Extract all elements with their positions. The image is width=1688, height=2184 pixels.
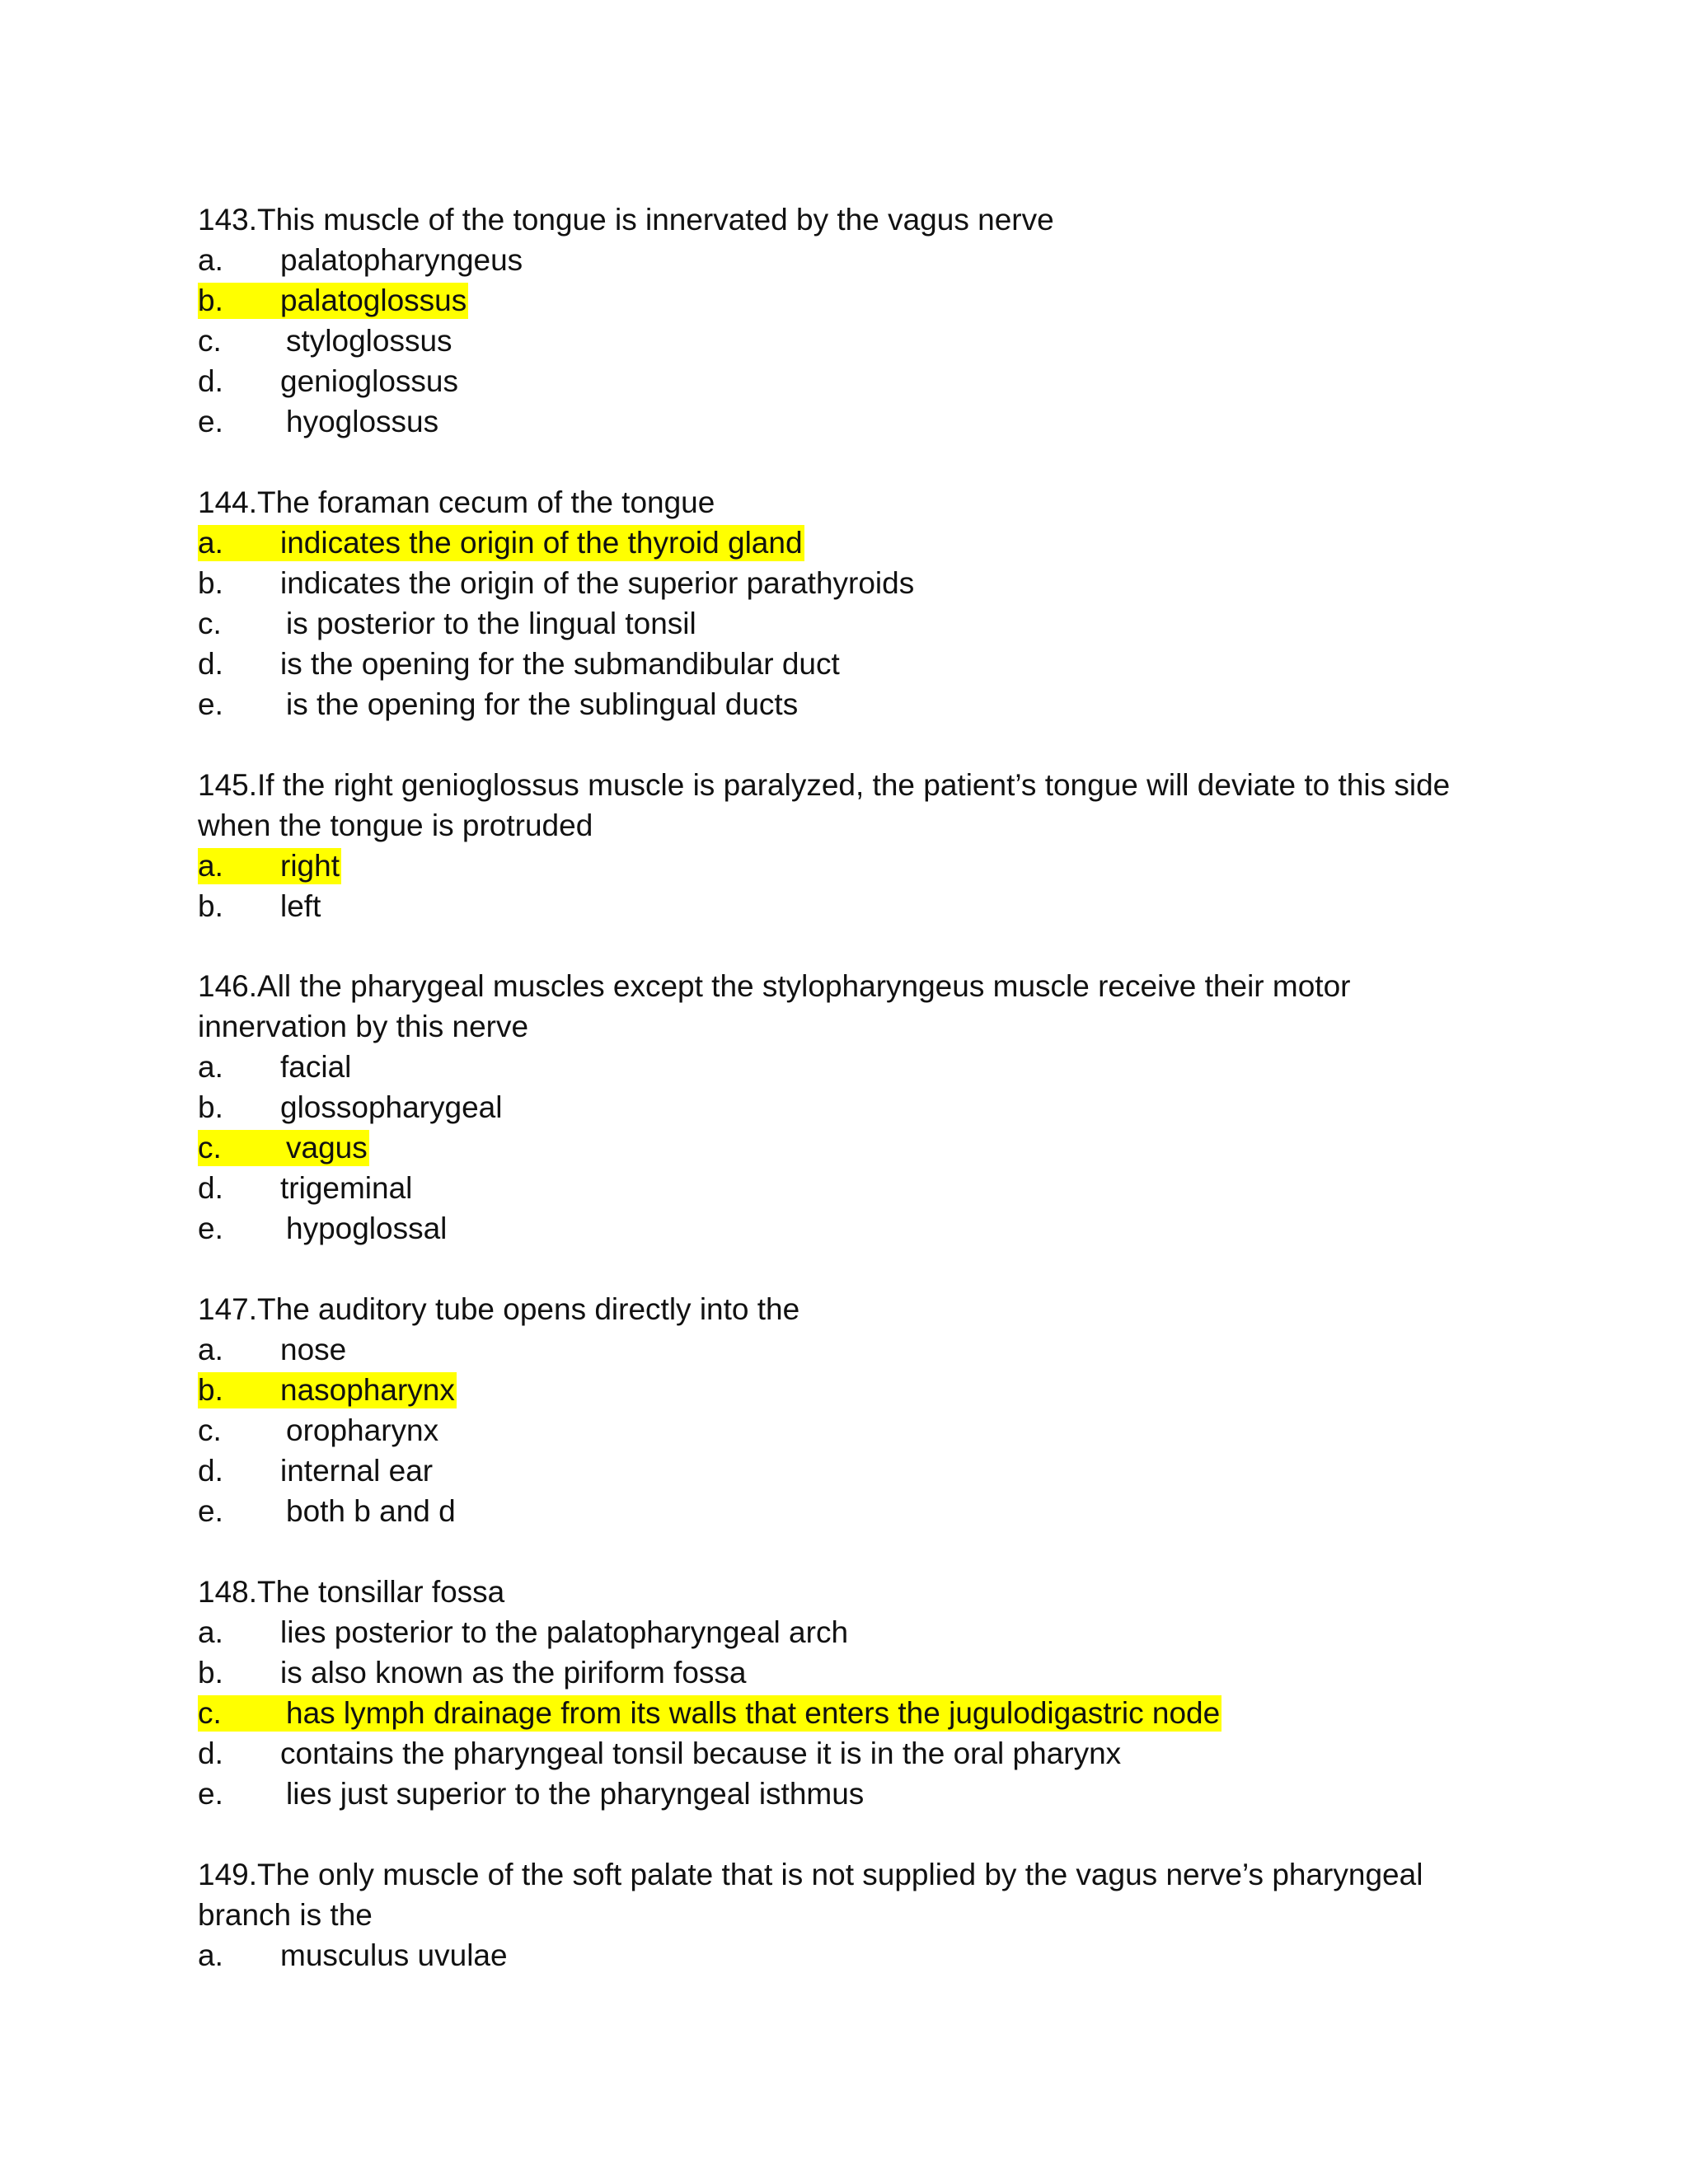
- option-b: [198, 563, 1484, 603]
- option-letter: e.: [198, 1212, 223, 1245]
- option-text: palatopharyngeus: [280, 243, 523, 277]
- option-text: is the opening for the sublingual ducts: [286, 687, 799, 721]
- option-text: indicates the origin of the thyroid gland: [280, 526, 803, 560]
- option-d: [198, 1733, 1484, 1774]
- question-stem: 147.The auditory tube opens directly into the: [198, 1292, 800, 1326]
- question-143: [198, 199, 1484, 442]
- option-letter: b.: [198, 889, 223, 923]
- option-e: [198, 1774, 1484, 1814]
- question-147: [198, 1289, 1484, 1531]
- option-d: [198, 361, 1484, 401]
- option-d: [198, 1451, 1484, 1491]
- option-text: is also known as the piriform fossa: [280, 1656, 747, 1690]
- option-b: [198, 1652, 1484, 1693]
- option-letter: a.: [198, 243, 223, 277]
- option-letter: b.: [198, 284, 223, 317]
- option-text: vagus: [286, 1131, 368, 1165]
- option-text: is the opening for the submandibular duct: [280, 647, 840, 681]
- option-letter: d.: [198, 647, 223, 681]
- option-d: [198, 644, 1484, 684]
- option-text: glossopharygeal: [280, 1090, 503, 1124]
- option-text: contains the pharyngeal tonsil because it is in the oral pharynx: [280, 1736, 1122, 1770]
- option-text: styloglossus: [286, 324, 452, 358]
- option-letter: e.: [198, 1494, 223, 1528]
- option-letter: d.: [198, 1454, 223, 1488]
- option-text: has lymph drainage from its walls that enters the jugulodigastric node: [286, 1696, 1221, 1730]
- question-stem: 146.All the pharygeal muscles except the stylopharyngeus muscle receive their motor innervation by this nerve: [198, 969, 1351, 1043]
- question-stem: 149.The only muscle of the soft palate that is not supplied by the vagus nerve’s pharyngeal branch is the: [198, 1858, 1423, 1932]
- option-b: [198, 1087, 1484, 1127]
- question-149: [198, 1854, 1484, 1975]
- option-a: [198, 240, 1484, 280]
- option-letter: e.: [198, 687, 223, 721]
- option-letter: e.: [198, 405, 223, 438]
- option-a: [198, 846, 1484, 886]
- option-letter: c.: [198, 1413, 222, 1447]
- option-a: [198, 1329, 1484, 1370]
- question-stem: 143.This muscle of the tongue is innervated by the vagus nerve: [198, 203, 1054, 237]
- option-text: palatoglossus: [280, 284, 467, 317]
- option-e: [198, 401, 1484, 442]
- option-letter: b.: [198, 1373, 223, 1407]
- option-text: nasopharynx: [280, 1373, 455, 1407]
- option-text: musculus uvulae: [280, 1938, 508, 1972]
- question-stem: 145.If the right genioglossus muscle is paralyzed, the patient’s tongue will deviate to this side when the tongue is protruded: [198, 768, 1451, 842]
- question-stem: 144.The foraman cecum of the tongue: [198, 485, 715, 519]
- option-b: [198, 886, 1484, 926]
- question-145: [198, 765, 1484, 926]
- option-letter: a.: [198, 1615, 223, 1649]
- option-letter: b.: [198, 1090, 223, 1124]
- option-letter: b.: [198, 1656, 223, 1690]
- option-text: hypoglossal: [286, 1212, 448, 1245]
- option-c: [198, 603, 1484, 644]
- option-letter: c.: [198, 607, 222, 640]
- option-c: [198, 321, 1484, 361]
- option-a: [198, 523, 1484, 563]
- option-text: oropharynx: [286, 1413, 439, 1447]
- option-e: [198, 684, 1484, 724]
- question-148: [198, 1572, 1484, 1814]
- option-d: [198, 1168, 1484, 1208]
- option-letter: a.: [198, 849, 223, 883]
- option-b: [198, 1370, 1484, 1410]
- option-b: [198, 280, 1484, 321]
- option-c: [198, 1410, 1484, 1451]
- option-text: lies just superior to the pharyngeal isthmus: [286, 1777, 865, 1811]
- option-letter: e.: [198, 1777, 223, 1811]
- option-text: genioglossus: [280, 364, 458, 398]
- option-letter: a.: [198, 1050, 223, 1084]
- option-text: lies posterior to the palatopharyngeal arch: [280, 1615, 849, 1649]
- option-letter: d.: [198, 1736, 223, 1770]
- option-text: trigeminal: [280, 1171, 413, 1205]
- option-letter: c.: [198, 1696, 222, 1730]
- option-a: [198, 1612, 1484, 1652]
- option-letter: c.: [198, 324, 222, 358]
- option-letter: a.: [198, 1333, 223, 1366]
- option-e: [198, 1208, 1484, 1249]
- option-text: hyoglossus: [286, 405, 439, 438]
- option-a: [198, 1935, 1484, 1975]
- option-c: [198, 1693, 1484, 1733]
- option-text: internal ear: [280, 1454, 434, 1488]
- option-letter: a.: [198, 526, 223, 560]
- option-e: [198, 1491, 1484, 1531]
- option-text: indicates the origin of the superior parathyroids: [280, 566, 915, 600]
- option-c: [198, 1127, 1484, 1168]
- question-stem: 148.The tonsillar fossa: [198, 1575, 505, 1609]
- option-letter: d.: [198, 364, 223, 398]
- option-letter: d.: [198, 1171, 223, 1205]
- option-text: both b and d: [286, 1494, 456, 1528]
- option-letter: c.: [198, 1131, 222, 1165]
- option-a: [198, 1047, 1484, 1087]
- question-144: [198, 482, 1484, 724]
- option-text: facial: [280, 1050, 352, 1084]
- option-text: is posterior to the lingual tonsil: [286, 607, 696, 640]
- option-text: nose: [280, 1333, 347, 1366]
- option-letter: b.: [198, 566, 223, 600]
- question-146: [198, 966, 1484, 1249]
- option-text: left: [280, 889, 321, 923]
- option-letter: a.: [198, 1938, 223, 1972]
- option-text: right: [280, 849, 340, 883]
